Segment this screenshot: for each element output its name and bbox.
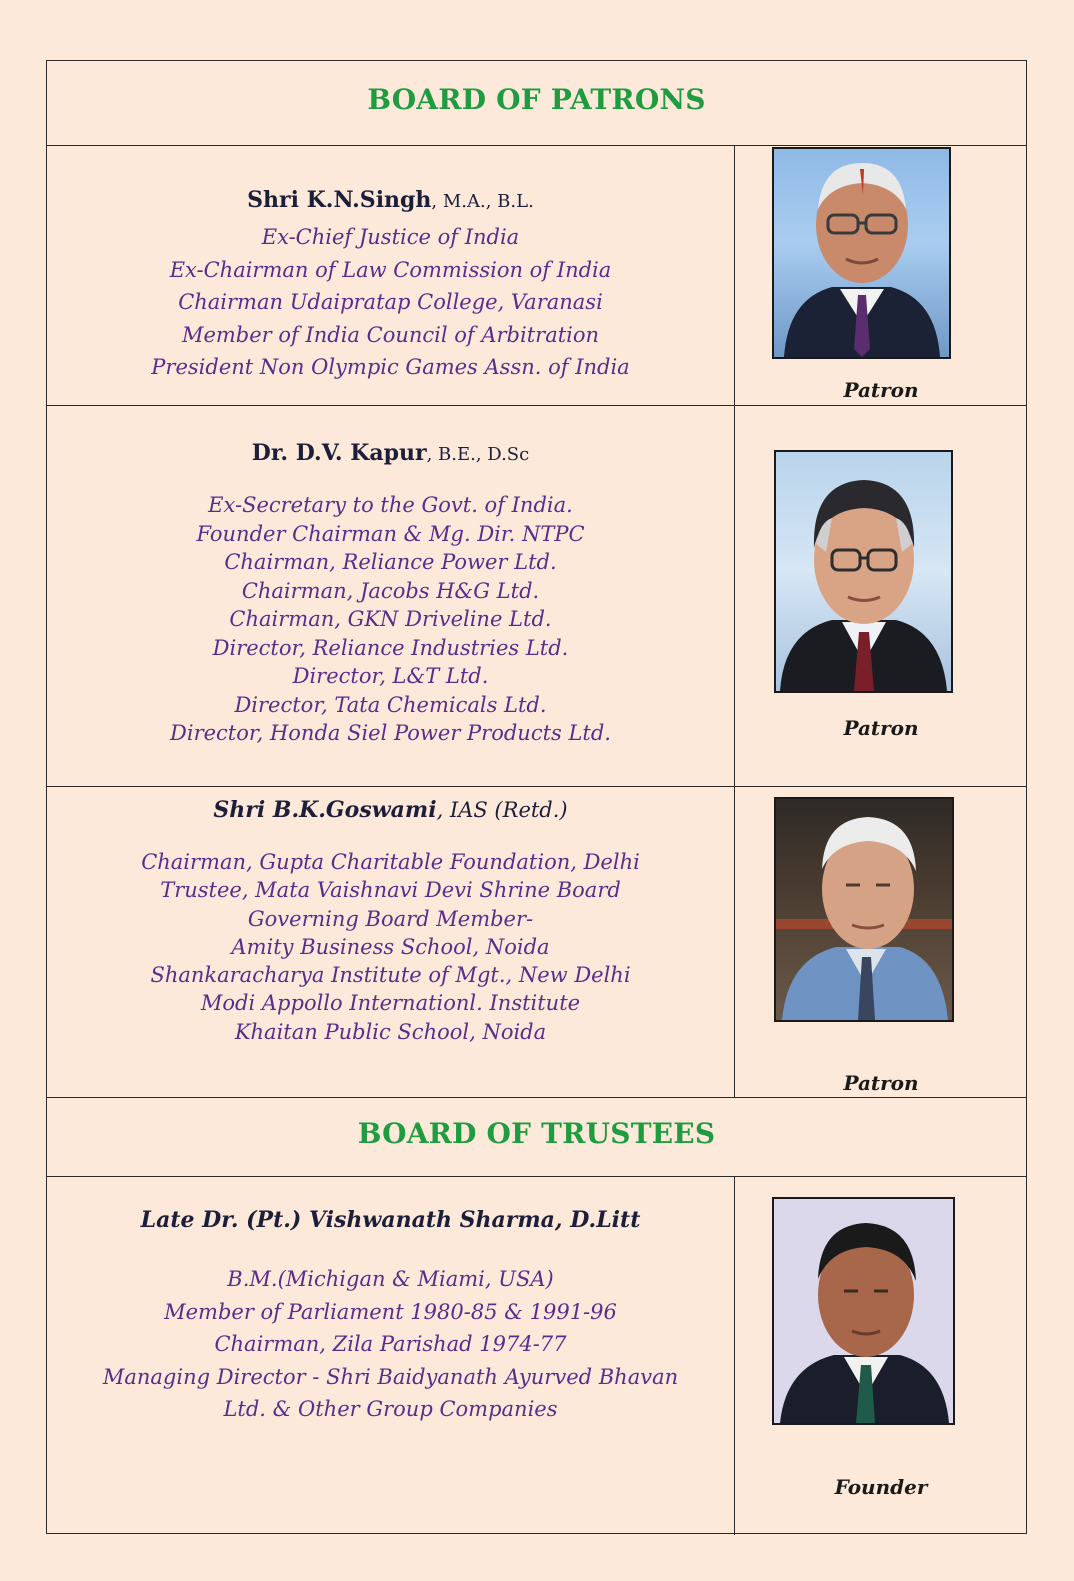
person-name: Shri B.K.Goswami — [213, 797, 437, 823]
portrait-image — [774, 149, 949, 357]
trustees-heading: BOARD OF TRUSTEES — [357, 1117, 716, 1150]
role-label: Patron — [843, 1071, 919, 1095]
portrait-image — [776, 799, 952, 1020]
person-info — [47, 440, 734, 748]
person-info — [47, 187, 734, 384]
title-line: Chairman Udaipratap College, Varanasi — [178, 290, 603, 314]
title-line: Director, Tata Chemicals Ltd. — [234, 692, 547, 717]
title-line: President Non Olympic Games Assn. of India — [151, 355, 630, 379]
person-info — [47, 797, 734, 1046]
person-name-line — [47, 1207, 734, 1233]
title-line: Chairman, Zila Parishad 1974-77 — [214, 1332, 567, 1357]
title-line: Ex-Chief Justice of India — [261, 225, 520, 249]
title-line: Chairman, Gupta Charitable Foundation, Delhi — [141, 850, 640, 874]
portrait-photo — [772, 147, 951, 359]
title-line: Ltd. & Other Group Companies — [223, 1397, 558, 1422]
title-line: Trustee, Mata Vaishnavi Devi Shrine Board — [160, 878, 621, 903]
title-line: Amity Business School, Noida — [231, 934, 550, 959]
person-titles — [47, 1263, 734, 1426]
title-line: Modi Appollo Internationl. Institute — [200, 991, 581, 1016]
row-divider — [47, 145, 1026, 146]
title-line: Governing Board Member- — [247, 906, 534, 931]
person-titles — [47, 221, 734, 384]
title-line: Chairman, Jacobs H&G Ltd. — [241, 578, 540, 603]
title-line: Shankaracharya Institute of Mgt., New Delhi — [150, 963, 631, 988]
person-qualifications: , B.E., D.Sc — [426, 444, 530, 465]
row-divider — [47, 1097, 1026, 1098]
title-line: Managing Director - Shri Baidyanath Ayurved Bhavan — [102, 1364, 679, 1389]
portrait-photo — [774, 797, 954, 1022]
portrait-image — [774, 1199, 953, 1423]
title-line: Ex-Chairman of Law Commission of India — [169, 257, 612, 282]
person-titles — [47, 848, 734, 1046]
boards-table — [46, 60, 1027, 1534]
title-line: Director, Reliance Industries Ltd. — [212, 635, 569, 660]
title-line: Director, L&T Ltd. — [292, 664, 489, 688]
person-name-line — [47, 187, 734, 213]
title-line: Member of India Council of Arbitration — [181, 322, 600, 347]
row-divider — [47, 405, 1026, 406]
column-divider — [734, 145, 735, 1097]
title-line: Khaitan Public School, Noida — [234, 1019, 547, 1044]
role-label: Founder — [834, 1475, 928, 1499]
row-divider — [47, 1176, 1026, 1177]
person-name-line — [47, 440, 734, 466]
portrait-photo — [774, 450, 953, 693]
portrait-photo — [772, 1197, 955, 1425]
role-label: Patron — [843, 716, 919, 740]
patrons-heading: BOARD OF PATRONS — [367, 83, 706, 116]
person-titles — [47, 491, 734, 748]
person-info — [47, 1207, 734, 1426]
title-line: Ex-Secretary to the Govt. of India. — [208, 493, 573, 517]
title-line: Member of Parliament 1980-85 & 1991-96 — [164, 1299, 617, 1324]
title-line: Chairman, GKN Driveline Ltd. — [229, 607, 552, 631]
title-line: Director, Honda Siel Power Products Ltd. — [170, 721, 611, 745]
title-line: Chairman, Reliance Power Ltd. — [224, 550, 557, 574]
person-qualifications: , M.A., B.L. — [431, 191, 534, 212]
title-line: Founder Chairman & Mg. Dir. NTPC — [196, 521, 585, 546]
person-name: Dr. D.V. Kapur — [251, 440, 427, 466]
person-name: Late Dr. (Pt.) Vishwanath Sharma, D.Litt — [140, 1207, 641, 1233]
row-divider — [47, 786, 1026, 787]
person-name-line — [47, 797, 734, 823]
role-label: Patron — [843, 378, 919, 402]
portrait-image — [776, 452, 951, 691]
person-name: Shri K.N.Singh — [247, 187, 432, 213]
title-line: B.M.(Michigan & Miami, USA) — [227, 1267, 554, 1291]
person-qualifications: , IAS (Retd.) — [436, 798, 568, 822]
